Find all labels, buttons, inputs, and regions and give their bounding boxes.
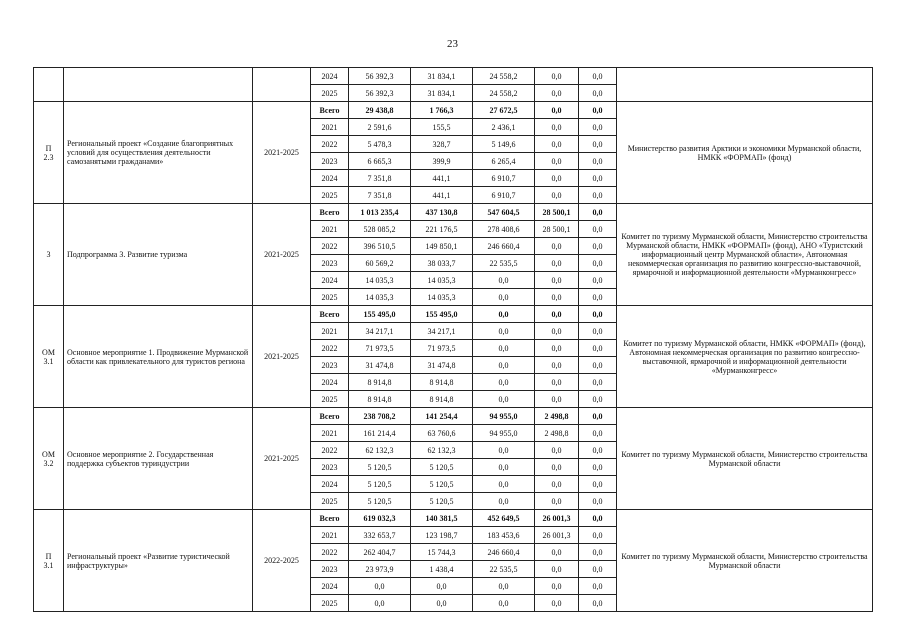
amount-extra: 0,0 — [579, 425, 617, 442]
table-row — [34, 204, 873, 221]
amount-extra: 0,0 — [579, 595, 617, 612]
amount-local: 0,0 — [535, 238, 579, 255]
amount-regional: 328,7 — [411, 136, 473, 153]
amount-federal: 0,0 — [473, 323, 535, 340]
executors: Комитет по туризму Мурманской области, Министерство строительства Мурманской области — [617, 408, 873, 510]
amount-extra: 0,0 — [579, 272, 617, 289]
amount-extra: 0,0 — [579, 136, 617, 153]
amount-federal: 0,0 — [473, 493, 535, 510]
amount-local: 2 498,8 — [535, 425, 579, 442]
amount-regional: 31 474,8 — [411, 357, 473, 374]
amount-extra: 0,0 — [579, 374, 617, 391]
amount-extra: 0,0 — [579, 221, 617, 238]
amount-local: 0,0 — [535, 493, 579, 510]
amount-federal: 22 535,5 — [473, 561, 535, 578]
measure-code: П 2.3 — [34, 102, 64, 204]
amount-federal: 0,0 — [473, 578, 535, 595]
amount-local: 0,0 — [535, 272, 579, 289]
amount-extra: 0,0 — [579, 85, 617, 102]
amount-local: 0,0 — [535, 119, 579, 136]
amount-total: 262 404,7 — [349, 544, 411, 561]
amount-total: 238 708,2 — [349, 408, 411, 425]
amount-local: 0,0 — [535, 374, 579, 391]
amount-extra: 0,0 — [579, 170, 617, 187]
amount-federal: 24 558,2 — [473, 68, 535, 85]
amount-total: 34 217,1 — [349, 323, 411, 340]
year-cell: Всего — [311, 510, 349, 527]
amount-federal: 0,0 — [473, 289, 535, 306]
year-cell: Всего — [311, 408, 349, 425]
amount-total: 23 973,9 — [349, 561, 411, 578]
amount-regional: 399,9 — [411, 153, 473, 170]
amount-federal: 0,0 — [473, 340, 535, 357]
amount-regional: 141 254,4 — [411, 408, 473, 425]
amount-total: 60 569,2 — [349, 255, 411, 272]
amount-local: 0,0 — [535, 357, 579, 374]
amount-local: 0,0 — [535, 442, 579, 459]
table-row — [34, 68, 873, 85]
implementation-period — [253, 68, 311, 102]
amount-regional: 31 834,1 — [411, 85, 473, 102]
amount-extra: 0,0 — [579, 408, 617, 425]
amount-total: 155 495,0 — [349, 306, 411, 323]
amount-extra: 0,0 — [579, 323, 617, 340]
amount-local: 0,0 — [535, 187, 579, 204]
amount-regional: 14 035,3 — [411, 289, 473, 306]
table-row — [34, 306, 873, 323]
amount-extra: 0,0 — [579, 187, 617, 204]
amount-local: 0,0 — [535, 476, 579, 493]
amount-extra: 0,0 — [579, 238, 617, 255]
amount-extra: 0,0 — [579, 459, 617, 476]
amount-federal: 183 453,6 — [473, 527, 535, 544]
year-cell: 2022 — [311, 544, 349, 561]
amount-extra: 0,0 — [579, 153, 617, 170]
amount-extra: 0,0 — [579, 510, 617, 527]
amount-federal: 0,0 — [473, 374, 535, 391]
amount-regional: 140 381,5 — [411, 510, 473, 527]
amount-total: 2 591,6 — [349, 119, 411, 136]
year-cell: 2022 — [311, 442, 349, 459]
amount-federal: 0,0 — [473, 442, 535, 459]
amount-regional: 437 130,8 — [411, 204, 473, 221]
year-cell: 2024 — [311, 374, 349, 391]
amount-total: 56 392,3 — [349, 68, 411, 85]
amount-extra: 0,0 — [579, 306, 617, 323]
year-cell: 2022 — [311, 136, 349, 153]
amount-extra: 0,0 — [579, 204, 617, 221]
amount-regional: 14 035,3 — [411, 272, 473, 289]
amount-local: 0,0 — [535, 136, 579, 153]
measure-code: ОМ 3.1 — [34, 306, 64, 408]
amount-federal: 0,0 — [473, 595, 535, 612]
year-cell: 2023 — [311, 357, 349, 374]
measure-code: 3 — [34, 204, 64, 306]
year-cell: 2024 — [311, 272, 349, 289]
amount-federal: 0,0 — [473, 306, 535, 323]
amount-total: 14 035,3 — [349, 289, 411, 306]
year-cell: 2021 — [311, 425, 349, 442]
year-cell: 2025 — [311, 187, 349, 204]
table-body — [34, 68, 873, 612]
amount-total: 5 478,3 — [349, 136, 411, 153]
amount-federal: 0,0 — [473, 357, 535, 374]
amount-total: 14 035,3 — [349, 272, 411, 289]
amount-total: 71 973,5 — [349, 340, 411, 357]
amount-local: 0,0 — [535, 544, 579, 561]
amount-regional: 5 120,5 — [411, 476, 473, 493]
amount-federal: 452 649,5 — [473, 510, 535, 527]
amount-extra: 0,0 — [579, 340, 617, 357]
implementation-period: 2021-2025 — [253, 408, 311, 510]
amount-local: 0,0 — [535, 306, 579, 323]
amount-regional: 0,0 — [411, 595, 473, 612]
year-cell: 2022 — [311, 238, 349, 255]
implementation-period: 2021-2025 — [253, 102, 311, 204]
year-cell: 2024 — [311, 68, 349, 85]
amount-total: 528 085,2 — [349, 221, 411, 238]
year-cell: 2024 — [311, 170, 349, 187]
amount-regional: 31 834,1 — [411, 68, 473, 85]
year-cell: 2025 — [311, 493, 349, 510]
year-cell: 2021 — [311, 527, 349, 544]
measure-name — [64, 68, 253, 102]
amount-federal: 0,0 — [473, 272, 535, 289]
amount-extra: 0,0 — [579, 561, 617, 578]
amount-extra: 0,0 — [579, 119, 617, 136]
amount-total: 0,0 — [349, 578, 411, 595]
amount-federal: 94 955,0 — [473, 425, 535, 442]
amount-federal: 0,0 — [473, 459, 535, 476]
amount-regional: 155,5 — [411, 119, 473, 136]
amount-extra: 0,0 — [579, 102, 617, 119]
measure-name: Подпрограмма 3. Развитие туризма — [64, 204, 253, 306]
year-cell: 2021 — [311, 323, 349, 340]
implementation-period: 2021-2025 — [253, 306, 311, 408]
amount-federal: 0,0 — [473, 391, 535, 408]
amount-federal: 246 660,4 — [473, 238, 535, 255]
year-cell: 2022 — [311, 340, 349, 357]
amount-total: 7 351,8 — [349, 187, 411, 204]
amount-federal: 6 910,7 — [473, 187, 535, 204]
year-cell: 2021 — [311, 221, 349, 238]
page-number: 23 — [447, 38, 458, 50]
executors: Комитет по туризму Мурманской области, Министерство строительства Мурманской области, НМКК «ФОРМАП» (фонд), АНО «Туристский информационный центр Мурманской области», Автономная некоммерческая организация по развитию конгрессно-выставочной, ярмарочной и информационной деятельности «Мурманконгресс» — [617, 204, 873, 306]
year-cell: 2024 — [311, 476, 349, 493]
measure-name: Региональный проект «Развитие туристической инфраструктуры» — [64, 510, 253, 612]
amount-regional: 62 132,3 — [411, 442, 473, 459]
amount-local: 0,0 — [535, 323, 579, 340]
amount-local: 0,0 — [535, 170, 579, 187]
measure-name: Основное мероприятие 1. Продвижение Мурманской области как привлекательного для туристов региона — [64, 306, 253, 408]
amount-regional: 123 198,7 — [411, 527, 473, 544]
amount-regional: 5 120,5 — [411, 493, 473, 510]
amount-federal: 94 955,0 — [473, 408, 535, 425]
amount-federal: 246 660,4 — [473, 544, 535, 561]
amount-regional: 5 120,5 — [411, 459, 473, 476]
amount-local: 0,0 — [535, 561, 579, 578]
amount-federal: 27 672,5 — [473, 102, 535, 119]
amount-federal: 278 408,6 — [473, 221, 535, 238]
amount-total: 7 351,8 — [349, 170, 411, 187]
amount-regional: 441,1 — [411, 187, 473, 204]
amount-extra: 0,0 — [579, 442, 617, 459]
amount-local: 0,0 — [535, 102, 579, 119]
amount-extra: 0,0 — [579, 544, 617, 561]
amount-regional: 155 495,0 — [411, 306, 473, 323]
executors: Министерство развития Арктики и экономики Мурманской области, НМКК «ФОРМАП» (фонд) — [617, 102, 873, 204]
year-cell: 2023 — [311, 153, 349, 170]
table-row — [34, 510, 873, 527]
amount-local: 2 498,8 — [535, 408, 579, 425]
amount-extra: 0,0 — [579, 578, 617, 595]
amount-federal: 2 436,1 — [473, 119, 535, 136]
amount-total: 6 665,3 — [349, 153, 411, 170]
amount-regional: 221 176,5 — [411, 221, 473, 238]
executors: Комитет по туризму Мурманской области, Министерство строительства Мурманской области — [617, 510, 873, 612]
year-cell: Всего — [311, 102, 349, 119]
amount-total: 0,0 — [349, 595, 411, 612]
year-cell: 2025 — [311, 85, 349, 102]
measure-code: ОМ 3.2 — [34, 408, 64, 510]
implementation-period: 2022-2025 — [253, 510, 311, 612]
amount-local: 26 001,3 — [535, 527, 579, 544]
amount-extra: 0,0 — [579, 289, 617, 306]
measure-code: П 3.1 — [34, 510, 64, 612]
amount-federal: 6 265,4 — [473, 153, 535, 170]
measure-code — [34, 68, 64, 102]
amount-local: 26 001,3 — [535, 510, 579, 527]
year-cell: 2023 — [311, 459, 349, 476]
amount-total: 8 914,8 — [349, 374, 411, 391]
amount-regional: 38 033,7 — [411, 255, 473, 272]
year-cell: 2025 — [311, 391, 349, 408]
amount-local: 0,0 — [535, 153, 579, 170]
amount-federal: 5 149,6 — [473, 136, 535, 153]
amount-federal: 6 910,7 — [473, 170, 535, 187]
amount-total: 5 120,5 — [349, 476, 411, 493]
amount-extra: 0,0 — [579, 476, 617, 493]
amount-extra: 0,0 — [579, 527, 617, 544]
year-cell: 2023 — [311, 255, 349, 272]
table-row — [34, 408, 873, 425]
measure-name: Основное мероприятие 2. Государственная поддержка субъектов туриндустрии — [64, 408, 253, 510]
amount-federal: 22 535,5 — [473, 255, 535, 272]
amount-local: 0,0 — [535, 68, 579, 85]
amount-regional: 1 438,4 — [411, 561, 473, 578]
year-cell: 2021 — [311, 119, 349, 136]
amount-regional: 0,0 — [411, 578, 473, 595]
budget-table — [33, 67, 873, 612]
year-cell: 2025 — [311, 289, 349, 306]
amount-regional: 15 744,3 — [411, 544, 473, 561]
amount-federal: 24 558,2 — [473, 85, 535, 102]
executors — [617, 68, 873, 102]
year-cell: 2025 — [311, 595, 349, 612]
amount-local: 0,0 — [535, 391, 579, 408]
amount-total: 5 120,5 — [349, 493, 411, 510]
amount-total: 56 392,3 — [349, 85, 411, 102]
amount-regional: 63 760,6 — [411, 425, 473, 442]
amount-extra: 0,0 — [579, 493, 617, 510]
amount-total: 62 132,3 — [349, 442, 411, 459]
amount-federal: 547 604,5 — [473, 204, 535, 221]
amount-local: 0,0 — [535, 578, 579, 595]
amount-extra: 0,0 — [579, 357, 617, 374]
amount-local: 28 500,1 — [535, 221, 579, 238]
table-row — [34, 102, 873, 119]
amount-regional: 1 766,3 — [411, 102, 473, 119]
amount-total: 29 438,8 — [349, 102, 411, 119]
amount-regional: 149 850,1 — [411, 238, 473, 255]
amount-extra: 0,0 — [579, 68, 617, 85]
amount-extra: 0,0 — [579, 391, 617, 408]
amount-regional: 71 973,5 — [411, 340, 473, 357]
year-cell: Всего — [311, 306, 349, 323]
amount-regional: 8 914,8 — [411, 391, 473, 408]
amount-local: 0,0 — [535, 255, 579, 272]
amount-local: 0,0 — [535, 340, 579, 357]
year-cell: 2024 — [311, 578, 349, 595]
executors: Комитет по туризму Мурманской области, НМКК «ФОРМАП» (фонд), Автономная некоммерческая организация по развитию конгрессно-выставочной, ярмарочной и информационной деятельности «Мурманконгресс» — [617, 306, 873, 408]
implementation-period: 2021-2025 — [253, 204, 311, 306]
amount-total: 8 914,8 — [349, 391, 411, 408]
measure-name: Региональный проект «Создание благоприятных условий для осуществления деятельности самозанятыми гражданами» — [64, 102, 253, 204]
amount-regional: 34 217,1 — [411, 323, 473, 340]
amount-total: 5 120,5 — [349, 459, 411, 476]
amount-local: 0,0 — [535, 85, 579, 102]
amount-local: 0,0 — [535, 289, 579, 306]
amount-local: 0,0 — [535, 459, 579, 476]
year-cell: Всего — [311, 204, 349, 221]
amount-total: 619 032,3 — [349, 510, 411, 527]
amount-total: 396 510,5 — [349, 238, 411, 255]
amount-total: 31 474,8 — [349, 357, 411, 374]
amount-local: 0,0 — [535, 595, 579, 612]
amount-extra: 0,0 — [579, 255, 617, 272]
amount-total: 1 013 235,4 — [349, 204, 411, 221]
year-cell: 2023 — [311, 561, 349, 578]
amount-regional: 441,1 — [411, 170, 473, 187]
amount-regional: 8 914,8 — [411, 374, 473, 391]
amount-total: 332 653,7 — [349, 527, 411, 544]
amount-total: 161 214,4 — [349, 425, 411, 442]
amount-local: 28 500,1 — [535, 204, 579, 221]
amount-federal: 0,0 — [473, 476, 535, 493]
